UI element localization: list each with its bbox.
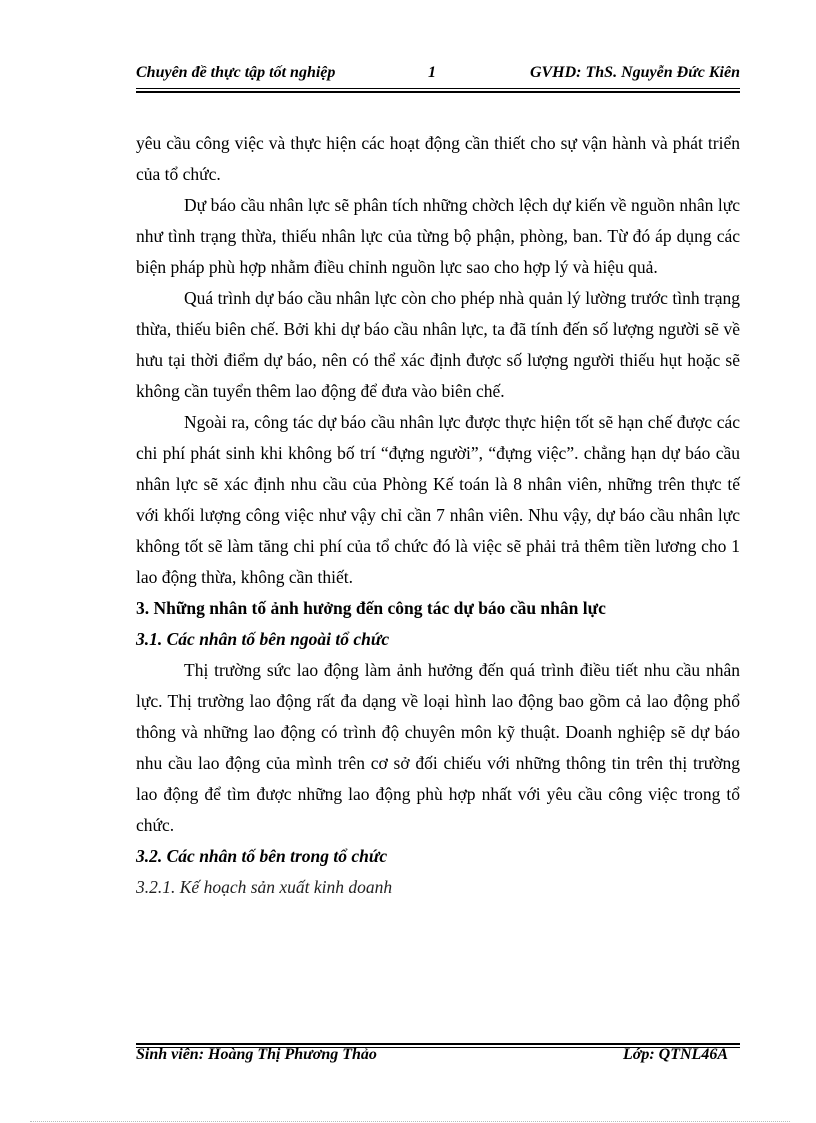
header-page-number: 1 — [428, 64, 436, 81]
paragraph-cost-reduction: Ngoài ra, công tác dự báo cầu nhân lực được thực hiện tốt sẽ hạn chế được các chi phí phát sinh khi không bố trí “đựng người”, “đựng việc”. chẳng hạn dự báo cầu nhân lực sẽ xác định nhu cầu của Phòng Kế toán là 8 nhân viên, những trên thực tế với khối lượng công việc như vậy chỉ cần 7 nhân viên. Nhu vậy, dự báo cầu nhân lực không tốt sẽ làm tăng chi phí của tổ chức đó là việc sẽ phải trả thêm tiền lương cho 1 lao động thừa, không cần thiết. — [136, 412, 740, 587]
section-heading-3: 3. Những nhân tố ảnh hưởng đến công tác dự báo cầu nhân lực — [136, 598, 606, 618]
paragraph-forecast-analysis: Dự báo cầu nhân lực sẽ phân tích những chờch lệch dự kiến về nguồn nhân lực như tình trạng thừa, thiếu nhân lực của từng bộ phận, phòng, ban. Từ đó áp dụng các biện pháp phù hợp nhằm điều chỉnh nguồn lực sao cho hợp lý và hiệu quả. — [136, 195, 740, 277]
header-supervisor: GVHD: ThS. Nguyễn Đức Kiên — [529, 64, 740, 81]
paragraph-forecast-process: Quá trình dự báo cầu nhân lực còn cho phép nhà quản lý lường trước tình trạng thừa, thiếu biên chế. Bởi khi dự báo cầu nhân lực, ta đã tính đến số lượng người sẽ về hưu tại thời điểm dự báo, nên có thể xác định được số lượng người thiếu hụt hoặc sẽ không cần tuyển thêm lao động để đưa vào biên chế. — [136, 288, 740, 401]
paragraph-continuation: yêu cầu công việc và thực hiện các hoạt động cần thiết cho sự vận hành và phát triển của tổ chức. — [136, 133, 740, 184]
section-heading-3-2: 3.2. Các nhân tố bên trong tổ chức — [136, 846, 388, 866]
page-body — [136, 128, 740, 903]
section-heading-3-2-1: 3.2.1. Kế hoạch sản xuất kinh doanh — [136, 877, 393, 897]
header-rule-thin — [136, 88, 740, 89]
header-rule-thick — [136, 91, 740, 93]
footer-student-name: Sinh viên: Hoàng Thị Phương Thảo — [136, 1046, 377, 1063]
page-bottom-divider — [30, 1121, 790, 1122]
section-heading-3-1: 3.1. Các nhân tố bên ngoài tổ chức — [136, 629, 390, 649]
header-document-title: Chuyên đề thực tập tốt nghiệp — [136, 64, 336, 81]
paragraph-labor-market: Thị trường sức lao động làm ảnh hưởng đến quá trình điều tiết nhu cầu nhân lực. Thị trường lao động rất đa dạng về loại hình lao động bao gồm cả lao động phổ thông và những lao động có trình độ chuyên môn kỹ thuật. Doanh nghiệp sẽ dự báo nhu cầu lao động của mình trên cơ sở đối chiếu với những thông tin trên thị trường lao động để tìm được những lao động phù hợp nhất với yêu cầu công việc trong tổ chức. — [136, 660, 740, 835]
page-footer — [136, 1046, 740, 1070]
footer-rule-thick — [136, 1043, 740, 1045]
page-header — [136, 64, 740, 88]
footer-class-code: Lớp: QTNL46A — [622, 1046, 728, 1063]
